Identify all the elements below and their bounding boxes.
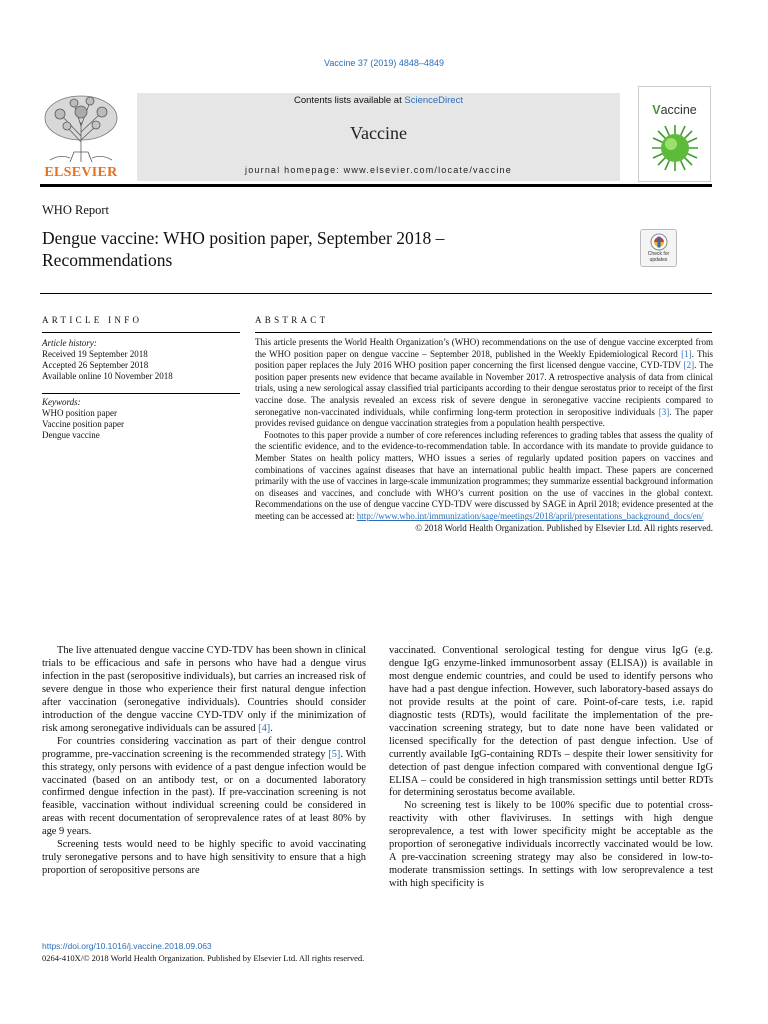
history-label: Article history:	[42, 338, 97, 348]
online-date: Available online 10 November 2018	[42, 371, 173, 381]
body-column-right	[389, 645, 713, 891]
body-column-left	[42, 645, 366, 878]
keyword-item: WHO position paper	[42, 408, 117, 418]
body-paragraph: Screening tests would need to be highly specific to avoid vaccinating truly seronegative persons and to have high sensitivity to ensure that a high proportion of seropositive persons are	[42, 839, 366, 877]
contents-prefix: Contents lists available at	[294, 95, 405, 106]
header-rule	[40, 184, 712, 187]
abstract-copyright: © 2018 World Health Organization. Published by Elsevier Ltd. All rights reserved.	[415, 522, 713, 533]
article-info-heading: ARTICLE INFO	[42, 315, 143, 325]
journal-masthead	[137, 93, 620, 181]
virus-cover-image	[650, 123, 700, 173]
contents-line	[137, 95, 620, 106]
article-section-label: WHO Report	[42, 203, 109, 217]
crossmark-label: Check for updates	[647, 251, 670, 263]
journal-cover-thumbnail	[638, 86, 711, 182]
page-footer	[42, 941, 364, 964]
reference-link[interactable]: [1]	[681, 348, 692, 359]
abstract-paragraph: This article presents the World Health Organization’s (WHO) recommendations on the use of dengue vaccine excerpted from the WHO position paper on dengue vaccine – September 2018, published in the Weekly Epidemiological Record [1]. This position paper replaces the July 2016 WHO position paper concerning the first licensed dengue vaccine, CYD-TDV [2]. The position paper presents new evidence that became available in November 2017. A retrospective analysis of data from clinical trials, using a new serological assay classified trial participants according to their dengue serostatus prior to receipt of the first vaccine dose. The analysis revealed an excess risk of severe dengue in seronegative vaccine recipients compared to seronegative non-vaccinated individuals, while confirming long-term protection in seropositive individuals [3]. The paper provides revised guidance on dengue vaccination strategies from a population health perspective.	[255, 337, 713, 429]
journal-homepage[interactable]: journal homepage: www.elsevier.com/locate/vaccine	[245, 165, 512, 175]
doi-link[interactable]: https://doi.org/10.1016/j.vaccine.2018.09.063	[42, 941, 212, 951]
cover-title: Vaccine	[652, 103, 697, 117]
reference-link[interactable]: [3]	[658, 406, 670, 417]
check-for-updates-button[interactable]	[640, 229, 677, 267]
keyword-item: Vaccine position paper	[42, 419, 124, 429]
abstract-text	[255, 337, 713, 534]
body-paragraph: The live attenuated dengue vaccine CYD-TDV has been shown in clinical trials to be efficacious and safe in persons who have had a dengue virus infection in the past (seropositive individuals), but carries an increased risk of severe dengue in those who experience their first natural dengue infection after vaccination (seronegative individuals). Countries should consider introduction of the dengue vaccine CYD-TDV only if the minimization of risk among seronegative individuals can be assured [4].	[42, 645, 366, 734]
keywords-rule	[42, 393, 240, 394]
sage-meeting-url-link[interactable]: http://www.who.int/immunization/sage/meetings/2018/april/presentations_background_docs/en/	[356, 510, 704, 521]
received-date: Received 19 September 2018	[42, 349, 148, 359]
crossmark-icon	[650, 233, 668, 251]
reference-link[interactable]: [4]	[258, 722, 271, 734]
article-info-rule	[42, 332, 240, 333]
reference-link[interactable]: [2]	[683, 360, 695, 371]
journal-name: Vaccine	[350, 123, 407, 143]
accepted-date: Accepted 26 September 2018	[42, 360, 149, 370]
body-paragraph: vaccinated. Conventional serological testing for dengue virus IgG (e.g. dengue IgG enzyme-linked immunosorbent assay (ELISA)) is available in most dengue endemic countries, and could be used to identify persons who have had a past dengue infection. However, such laboratory-based assays do not provide results at the point of care. Point-of-care tests, i.e. rapid diagnostic tests (RDTs), would facilitate the implementation of the pre-vaccination screening strategy, but to date none have been validated or licensed specifically for the detection of past dengue infection. Use of currently available IgG-containing RDTs – despite their lower sensitivity for detection of past dengue infection compared with conventional dengue IgG ELISA – could be considered in high transmission settings until better RDTs for determining serostatus become available.	[389, 645, 713, 799]
elsevier-wordmark: ELSEVIER	[44, 165, 118, 180]
reference-link[interactable]: [5]	[328, 748, 341, 760]
keywords-block	[42, 397, 124, 441]
abstract-paragraph: Footnotes to this paper provide a number of core references including references to grading tables that assess the quality of the scientific evidence, and to the evidence-to-recommendation table. In accordance with its mandate to provide guidance to Member States on health policy matters, WHO issues a series of regularly updated position papers on vaccines and combinations of vaccines against diseases that have an international public health impact. These papers are concerned primarily with the use of vaccines in large-scale immunization programmes; they summarize essential background information on diseases and vaccines, and conclude with WHO’s current position on the use of vaccines in the global context. Recommendations on the use of dengue vaccine CYD-TDV were discussed by SAGE in April 2018; evidence presented at the meeting can be accessed at: http://www.who.int/immunization/sage/meetings/2018/april/presentations_background_docs/en/	[255, 429, 713, 521]
body-paragraph: For countries considering vaccination as part of their dengue control programme, pre-vaccination screening is the recommended strategy [5]. With this strategy, only persons with evidence of a past dengue infection would be vaccinated (based on an antibody test, or on a documented laboratory confirmed dengue infection in the past). If pre-vaccination screening is not feasible, vaccination without individual screening could be considered in areas with recent documentation of seroprevalence rates of at least 80% by age 9 years.	[42, 735, 366, 838]
title-rule	[40, 293, 712, 294]
abstract-rule	[255, 332, 712, 333]
sciencedirect-link[interactable]: ScienceDirect	[404, 95, 463, 106]
journal-citation-link[interactable]: Vaccine 37 (2019) 4848–4849	[324, 58, 444, 68]
body-paragraph: No screening test is likely to be 100% specific due to potential cross-reactivity with other flaviviruses. In settings with high dengue seroprevalence, a test with lower specificity might be acceptable as the proportion of seronegative individuals incorrectly vaccinated would be low. A pre-vaccination screening strategy may also be considered in low-to-moderate transmission settings. In settings with low seroprevalence a test with high specificity is	[389, 800, 713, 890]
abstract-heading: ABSTRACT	[255, 315, 329, 325]
article-history	[42, 338, 173, 382]
keyword-item: Dengue vaccine	[42, 430, 100, 440]
keywords-label: Keywords:	[42, 397, 81, 407]
article-title: Dengue vaccine: WHO position paper, September 2018 – Recommendations	[42, 228, 445, 270]
issn-copyright: 0264-410X/© 2018 World Health Organization. Published by Elsevier Ltd. All rights reserved.	[42, 952, 365, 963]
